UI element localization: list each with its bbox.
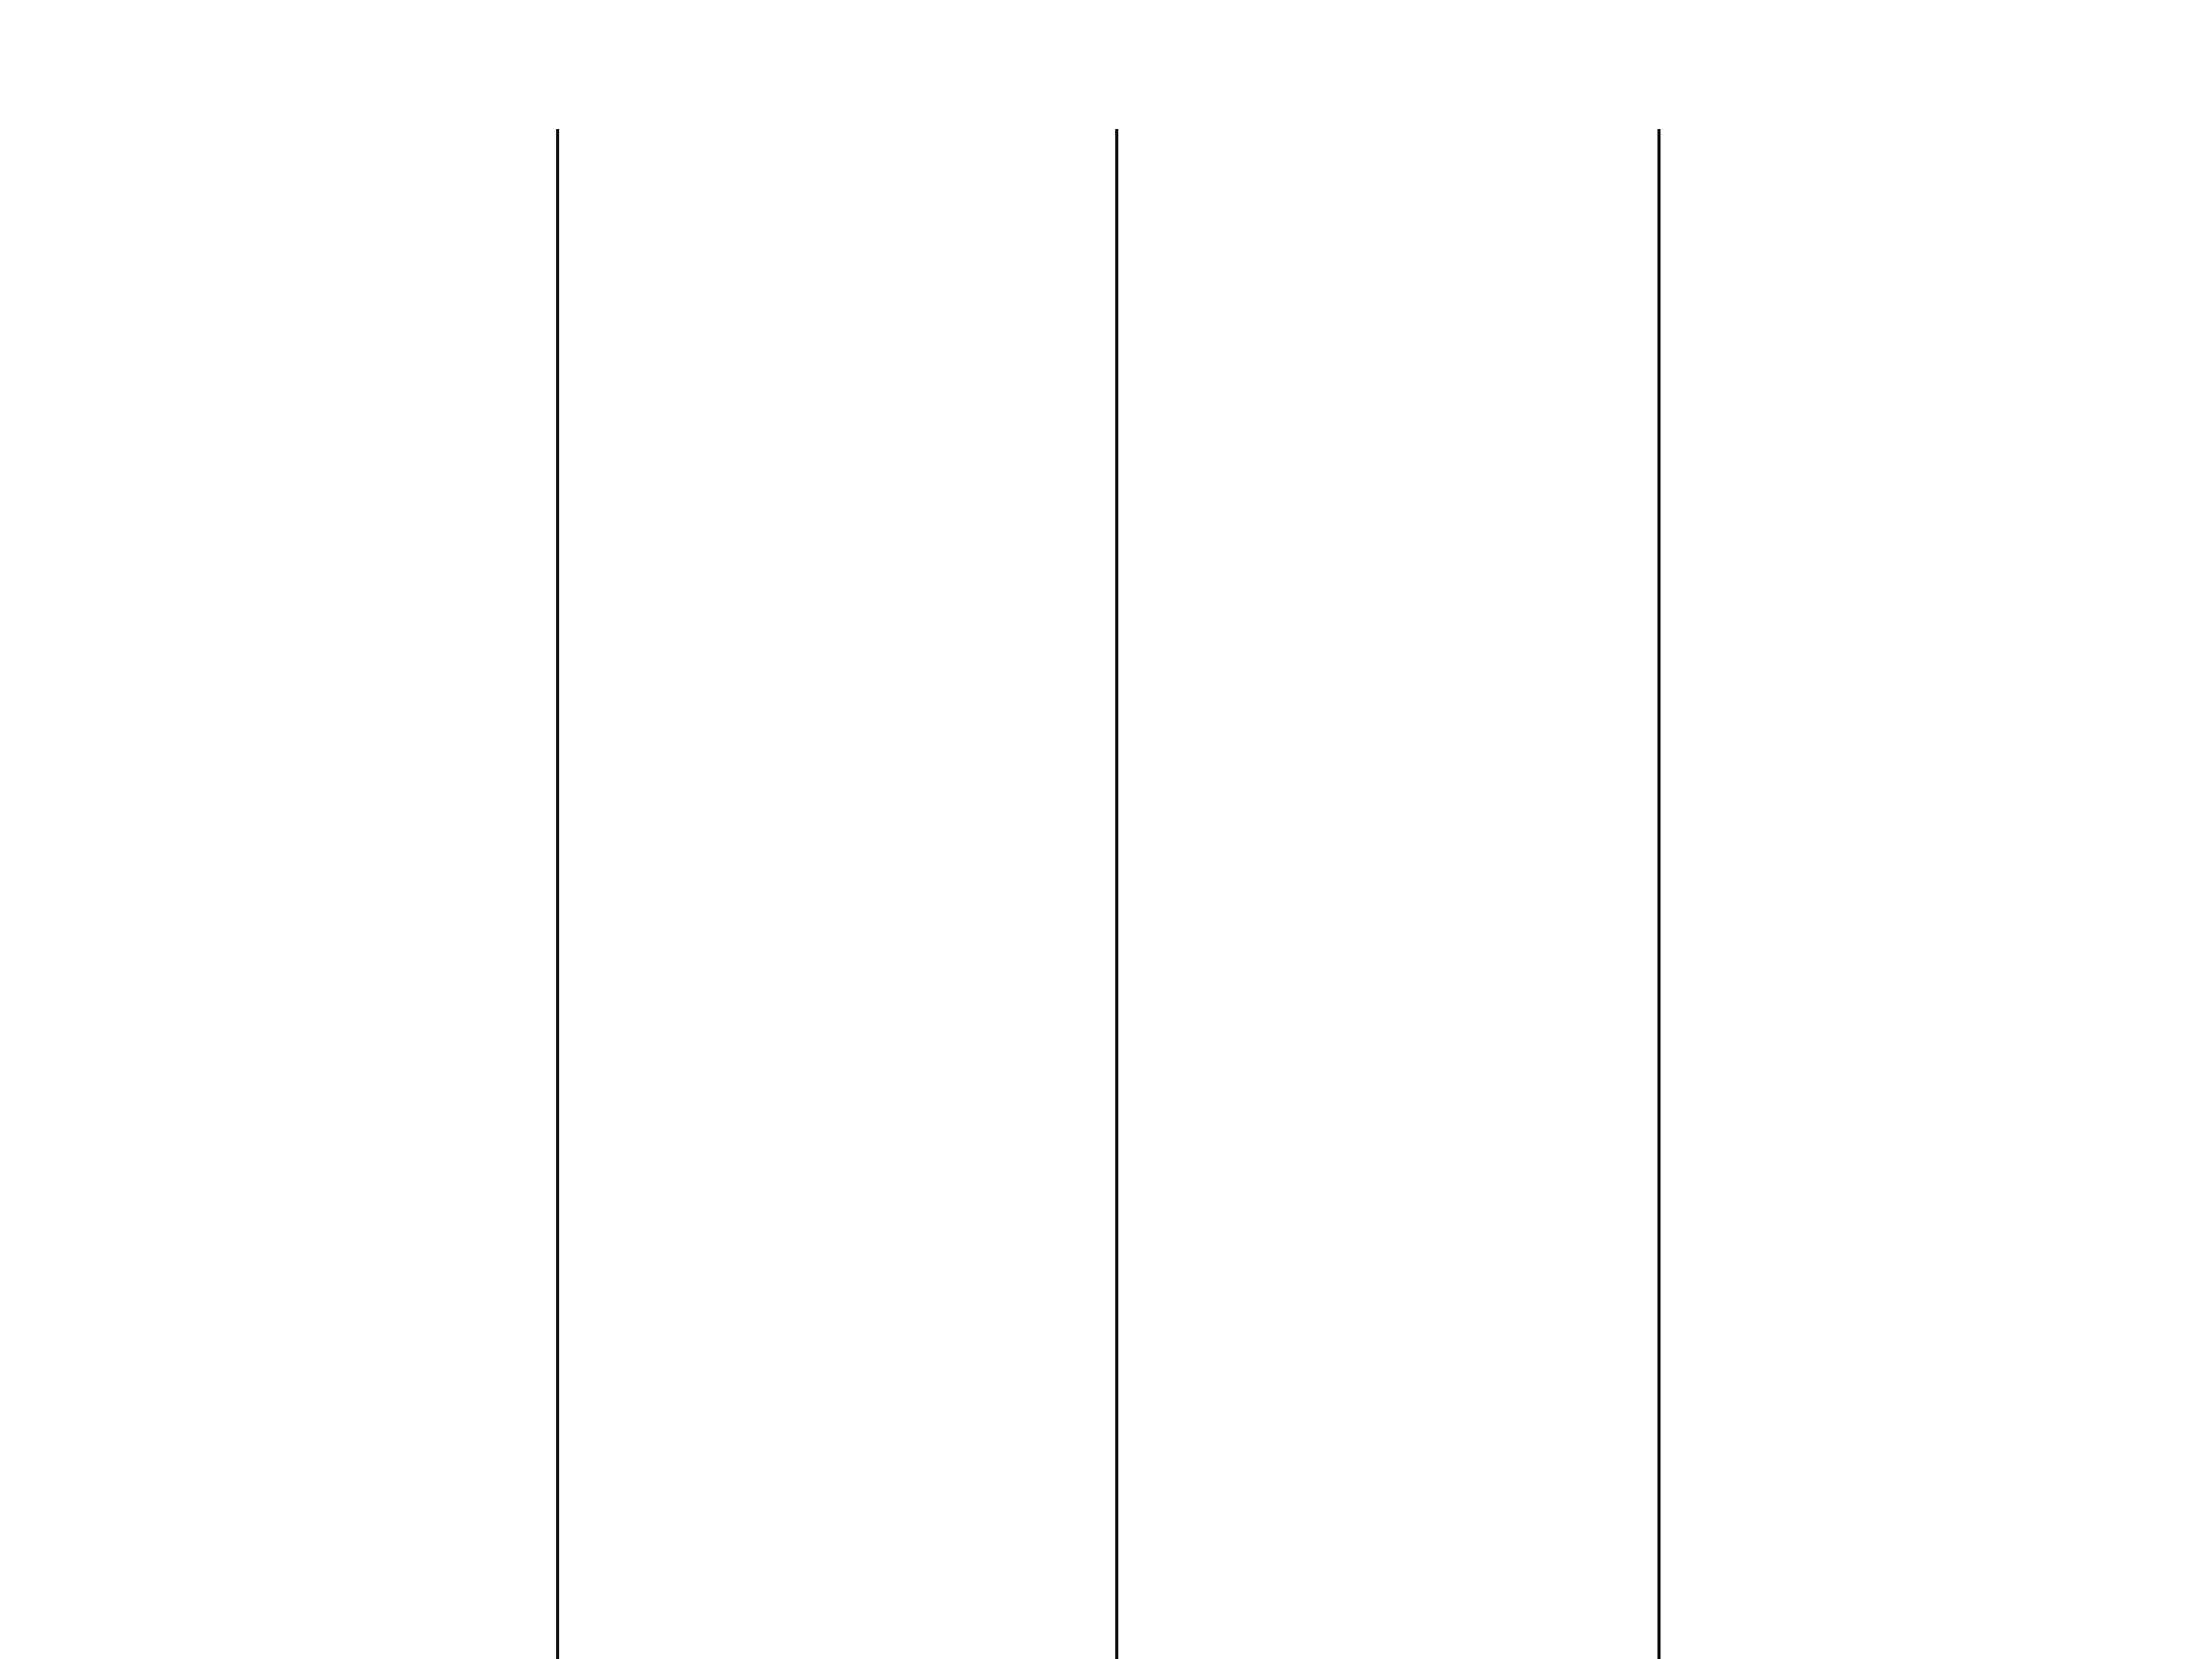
column-divider	[1657, 129, 1661, 1659]
column-divider	[556, 129, 559, 1659]
column-divider	[1115, 129, 1118, 1659]
